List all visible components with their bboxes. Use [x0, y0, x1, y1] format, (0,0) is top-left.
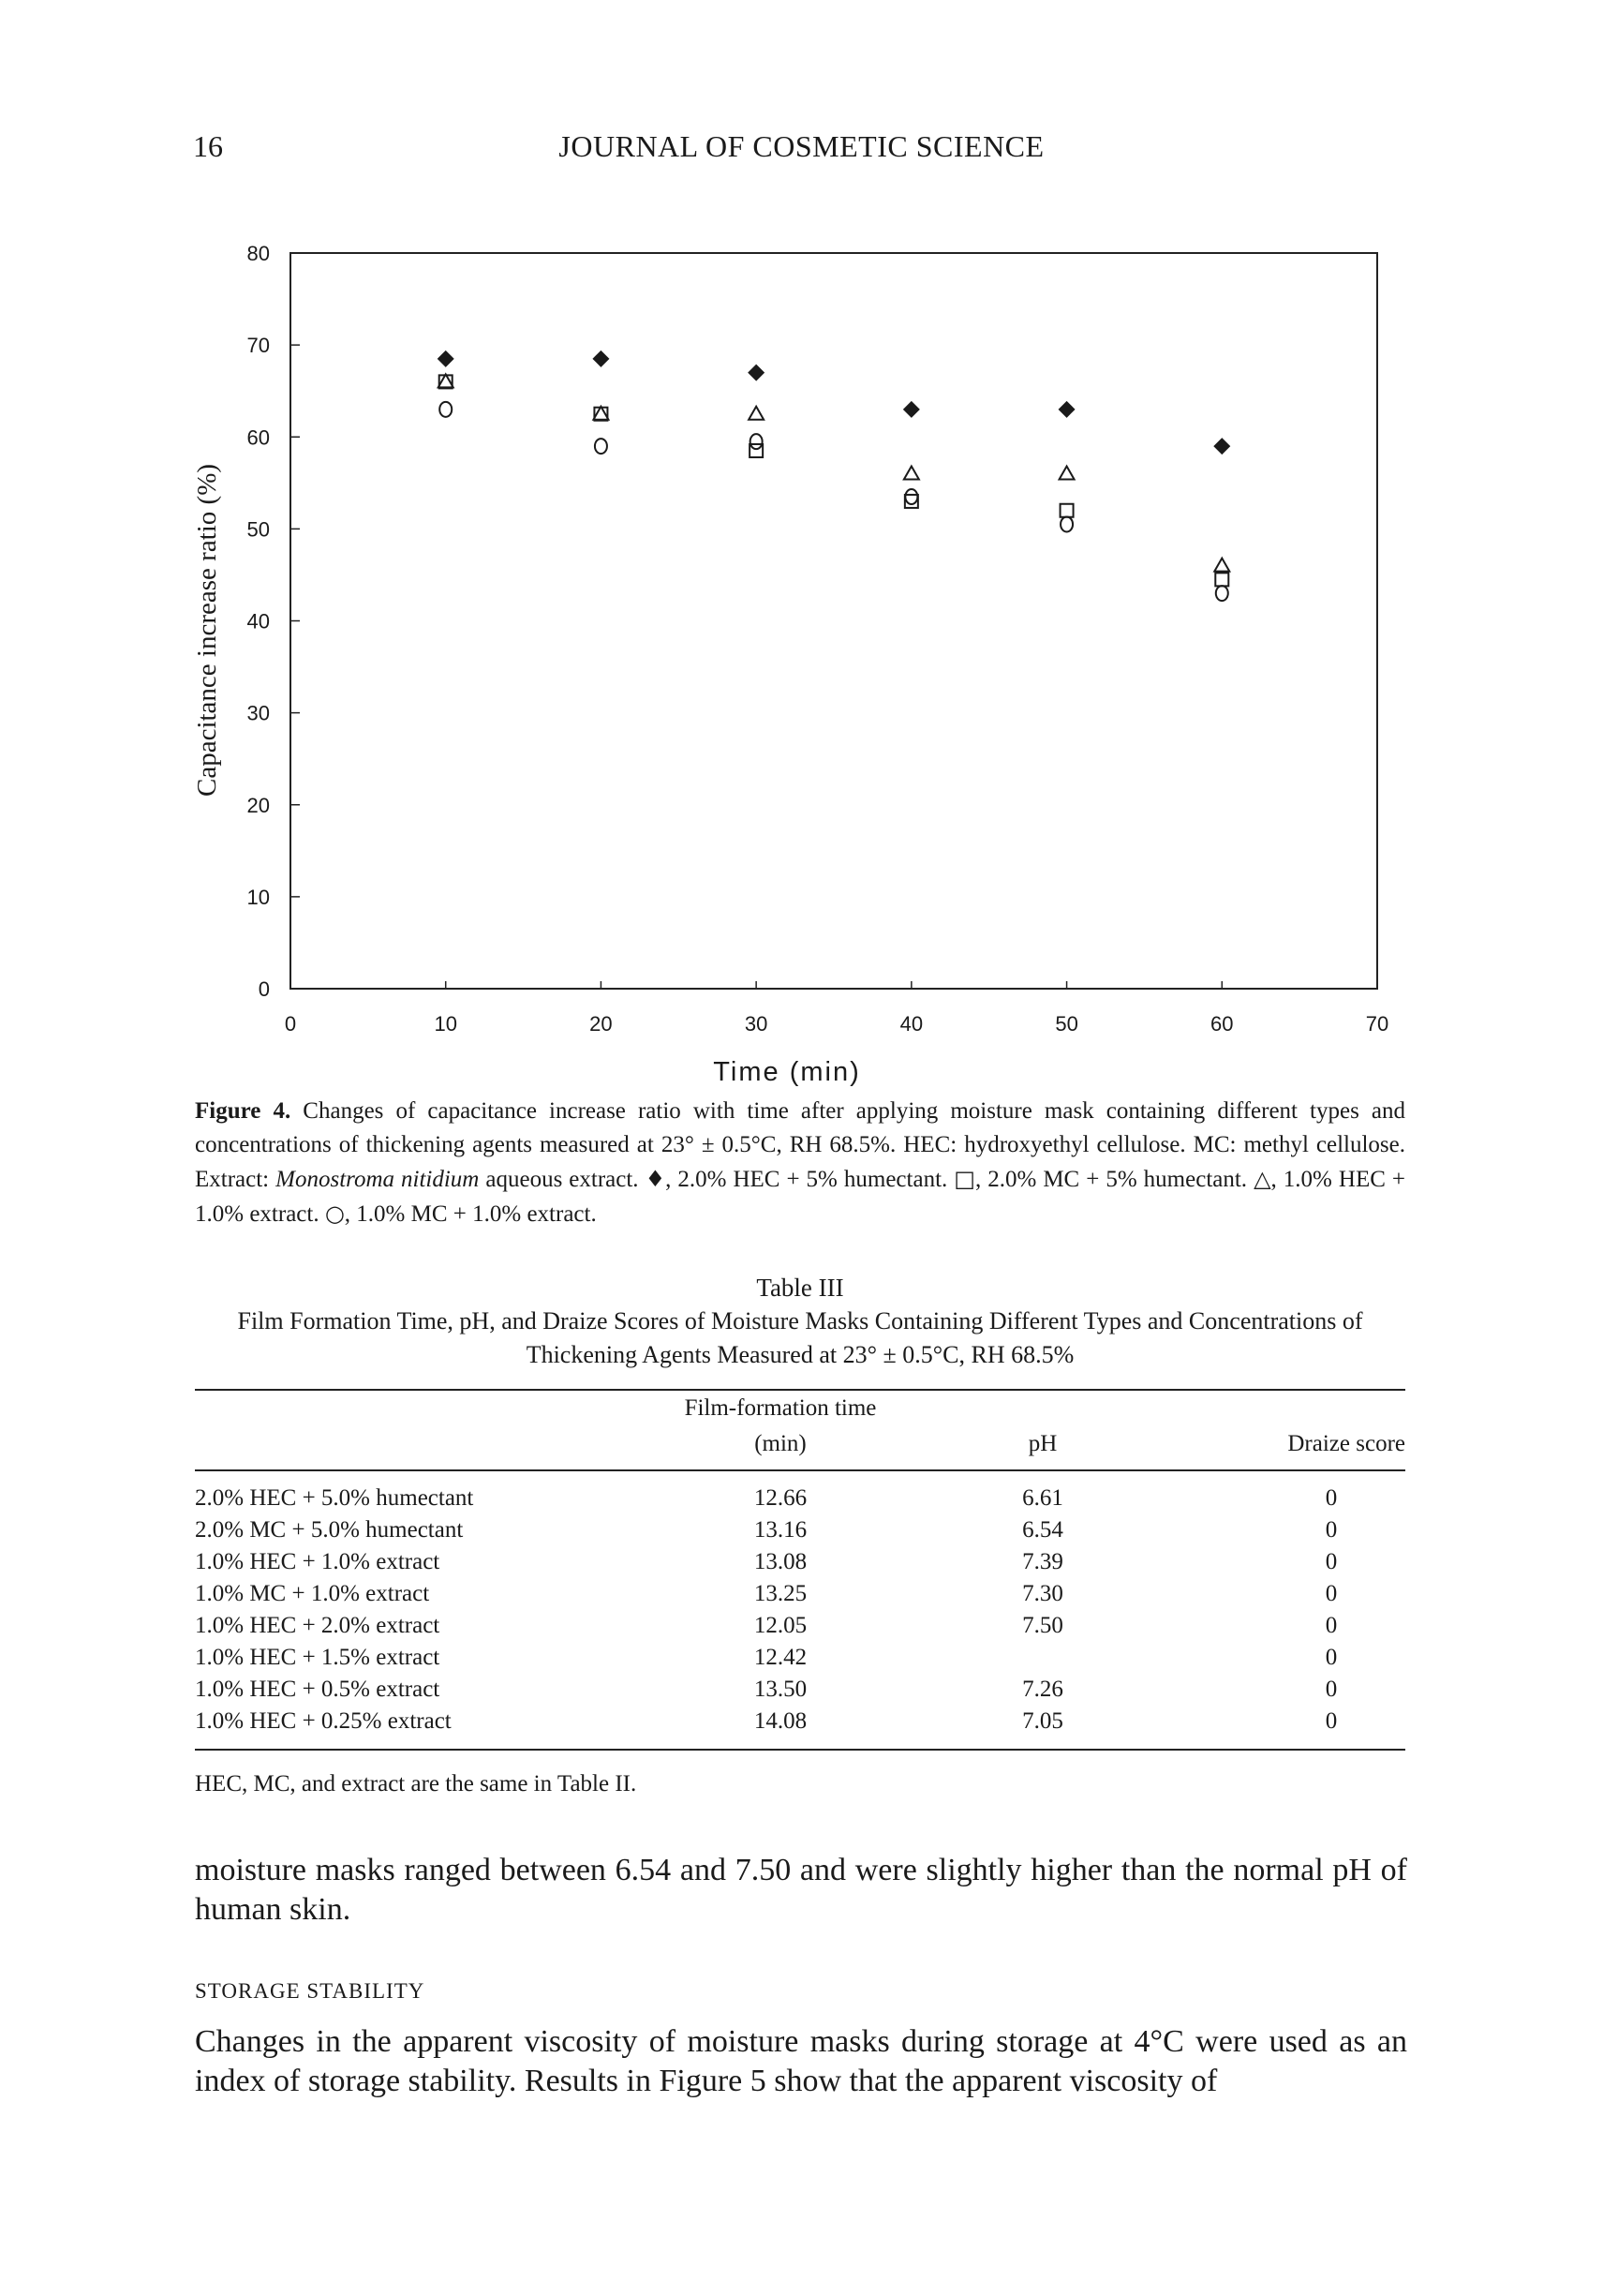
journal-title: JOURNAL OF COSMETIC SCIENCE [558, 129, 1045, 163]
cell-label: 1.0% HEC + 1.0% extract [195, 1549, 440, 1574]
cell-ph: 7.39 [1022, 1549, 1063, 1574]
y-tick-label: 40 [246, 609, 270, 634]
cell-draize: 0 [1325, 1485, 1338, 1511]
paragraph-2: Changes in the apparent viscosity of moisture masks during storage at 4°C were used as an index of storage stability. Results in Figure 5 show that the apparent viscosity of [195, 2024, 1407, 2098]
page-number: 16 [193, 129, 223, 163]
cell-film-time: 14.08 [753, 1708, 808, 1734]
cell-draize: 0 [1325, 1645, 1338, 1670]
data-point-diamond [1213, 438, 1230, 455]
running-head [0, 129, 1603, 167]
data-point-square [1061, 504, 1074, 517]
cell-draize: 0 [1325, 1708, 1338, 1734]
cell-ph: 7.30 [1022, 1581, 1063, 1606]
data-point-diamond [438, 350, 454, 367]
table-title: Film Formation Time, pH, and Draize Scores of Moisture Masks Containing Different Types and Concentrations of Thickening Agents Measured at 23° ± 0.5°C, RH 68.5% [237, 1307, 1363, 1368]
x-tick-label: 70 [1365, 1012, 1389, 1036]
circle-icon: ○ [324, 1200, 345, 1227]
plot-frame [290, 253, 1377, 989]
paragraph-1: moisture masks ranged between 6.54 and 7.50 and were slightly higher than the normal pH of human skin. [195, 1853, 1407, 1927]
cell-ph: 6.54 [1022, 1517, 1063, 1543]
table-row [195, 1610, 1405, 1642]
data-point-triangle [749, 407, 764, 420]
table-row [195, 1706, 1405, 1749]
table-label: Table III [756, 1274, 844, 1302]
header-film-line2: (min) [754, 1431, 807, 1456]
cell-label: 1.0% HEC + 0.25% extract [195, 1708, 452, 1734]
data-point-circle [750, 434, 763, 449]
y-axis-label: Capacitance increase ratio (%) [192, 463, 222, 798]
y-tick-label: 30 [246, 701, 270, 725]
triangle-icon: △ [1254, 1166, 1271, 1192]
data-point-circle [1216, 586, 1228, 601]
data-table [195, 1391, 1405, 1749]
data-point-triangle [593, 407, 608, 420]
table-row [195, 1514, 1405, 1546]
table-row [195, 1642, 1405, 1674]
cell-draize: 0 [1325, 1517, 1338, 1543]
cell-draize: 0 [1325, 1549, 1338, 1574]
data-point-diamond [748, 365, 764, 381]
table-row [195, 1578, 1405, 1610]
caption-legend-4: , 1.0% MC + 1.0% extract. [344, 1201, 597, 1227]
data-point-triangle [1214, 559, 1229, 572]
cell-label: 2.0% HEC + 5.0% humectant [195, 1485, 474, 1511]
cell-ph: 7.50 [1022, 1613, 1063, 1638]
cell-film-time: 13.16 [753, 1517, 808, 1543]
y-tick-label: 20 [246, 793, 270, 817]
data-point-circle [595, 439, 607, 454]
cell-label: 1.0% HEC + 0.5% extract [195, 1677, 440, 1702]
x-tick-label: 50 [1055, 1012, 1078, 1036]
caption-legend-3: , 1.0% HEC + 1.0% extract. [195, 1167, 1405, 1227]
header-film-line1: Film-formation time [684, 1395, 877, 1421]
x-tick-label: 0 [284, 1012, 297, 1036]
caption-legend-1: , 2.0% HEC + 5% humectant. [665, 1167, 948, 1192]
x-tick-label: 20 [589, 1012, 613, 1036]
cell-film-time: 13.08 [753, 1549, 808, 1574]
cell-label: 1.0% HEC + 1.5% extract [195, 1645, 440, 1670]
diamond-icon: ♦ [645, 1166, 666, 1192]
header-ph: pH [1028, 1431, 1058, 1456]
x-tick-label: 40 [899, 1012, 924, 1036]
cell-ph: 7.26 [1022, 1677, 1063, 1702]
data-point-triangle [904, 467, 919, 480]
y-tick-label: 60 [246, 425, 270, 450]
data-point-circle [439, 402, 452, 417]
y-tick-label: 50 [246, 517, 270, 542]
cell-label: 2.0% MC + 5.0% humectant [195, 1517, 464, 1543]
table-body [195, 1471, 1405, 1749]
y-tick-label: 10 [246, 885, 270, 909]
data-point-diamond [592, 350, 609, 367]
caption-species: Monostroma nitidium [275, 1167, 480, 1192]
y-tick-label: 0 [258, 977, 270, 1001]
cell-draize: 0 [1325, 1677, 1338, 1702]
caption-text-1: Changes of capacitance increase ratio with time after applying moisture mask containing different types and concentrations of thickening agents measured at 23° ± 0.5°C, RH 68.5%. HEC: hydroxyethyl cellulose. MC: methyl cellulose. Extract: [195, 1098, 1406, 1192]
table-bottom-rule [195, 1749, 1405, 1751]
cell-film-time: 12.05 [753, 1613, 808, 1638]
table-iii [195, 1271, 1405, 1797]
x-tick-label: 60 [1210, 1012, 1234, 1036]
square-icon: □ [954, 1166, 975, 1192]
cell-film-time: 13.50 [753, 1677, 808, 1702]
caption-legend-2: , 2.0% MC + 5% humectant. [974, 1167, 1248, 1192]
cell-draize: 0 [1325, 1613, 1338, 1638]
caption-text-2: aqueous extract. [485, 1167, 639, 1192]
cell-label: 1.0% MC + 1.0% extract [195, 1581, 430, 1606]
cell-film-time: 12.42 [753, 1645, 808, 1670]
table-row [195, 1471, 1405, 1514]
data-point-square [1215, 573, 1228, 586]
cell-label: 1.0% HEC + 2.0% extract [195, 1613, 440, 1638]
table-footnote: HEC, MC, and extract are the same in Table II. [195, 1771, 637, 1797]
data-point-diamond [903, 401, 920, 418]
data-point-circle [905, 489, 917, 504]
cell-ph: 6.61 [1022, 1485, 1063, 1511]
table-row [195, 1674, 1405, 1706]
section-heading: STORAGE STABILITY [195, 1979, 425, 2003]
data-point-triangle [438, 374, 453, 387]
cell-film-time: 12.66 [753, 1485, 808, 1511]
y-tick-label: 70 [246, 334, 270, 358]
header-draize: Draize score [1287, 1431, 1405, 1456]
figure-caption [195, 1095, 1405, 1231]
x-axis-label: Time (min) [713, 1057, 861, 1087]
figure-label: Figure 4. [195, 1098, 291, 1124]
data-point-circle [1061, 516, 1073, 531]
x-tick-label: 10 [434, 1012, 457, 1036]
data-point-triangle [1060, 467, 1075, 480]
figure-4-chart [178, 225, 1424, 1087]
cell-draize: 0 [1325, 1581, 1338, 1606]
cell-ph: 7.05 [1022, 1708, 1063, 1734]
x-tick-label: 30 [744, 1012, 768, 1036]
cell-ph [913, 1642, 1173, 1674]
data-point-diamond [1059, 401, 1076, 418]
y-tick-label: 80 [246, 242, 270, 265]
cell-film-time: 13.25 [753, 1581, 808, 1606]
table-row [195, 1546, 1405, 1578]
